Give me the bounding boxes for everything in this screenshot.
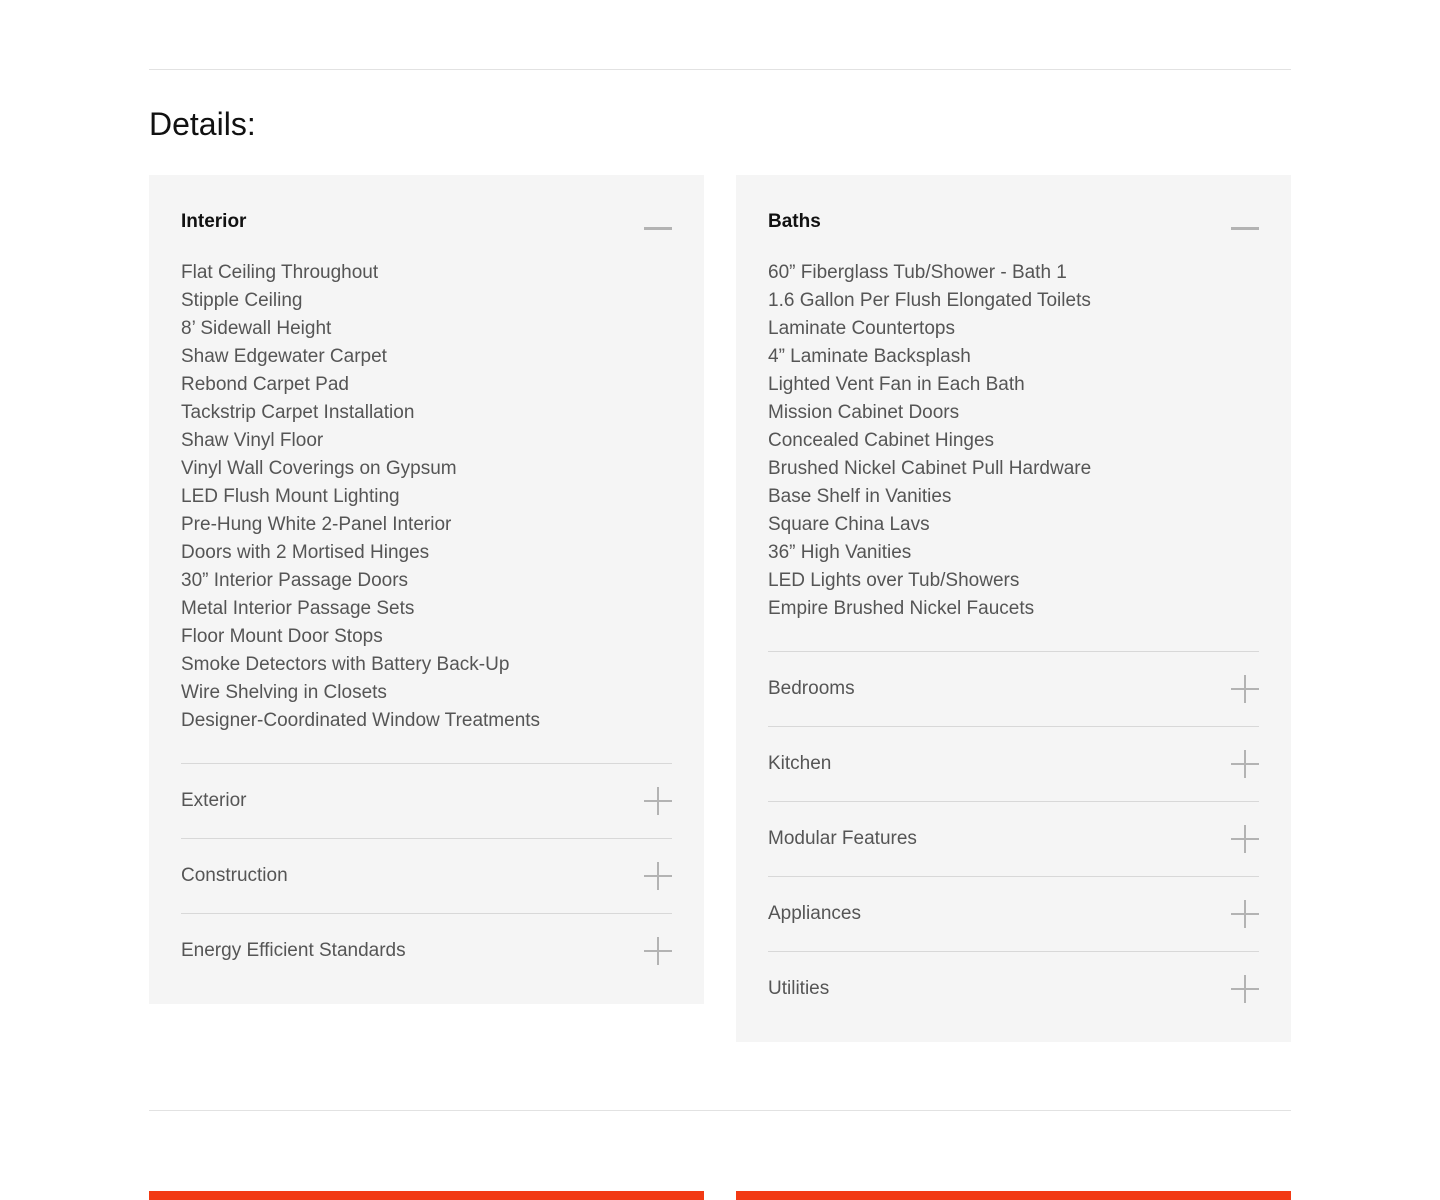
accordion-title: Baths: [768, 211, 821, 232]
accordion-title: Exterior: [181, 790, 247, 811]
plus-icon[interactable]: [1231, 675, 1259, 703]
accordion-baths-header[interactable]: [768, 207, 1259, 237]
minus-icon[interactable]: [1231, 208, 1259, 236]
list-item: LED Lights over Tub/Showers: [768, 570, 1020, 591]
list-item: Floor Mount Door Stops: [181, 626, 383, 647]
accordion-title: Modular Features: [768, 828, 917, 849]
list-item: Vinyl Wall Coverings on Gypsum: [181, 458, 457, 479]
list-item: Concealed Cabinet Hinges: [768, 430, 995, 451]
minus-icon[interactable]: [644, 208, 672, 236]
list-item: Square China Lavs: [768, 514, 930, 535]
plus-icon[interactable]: [644, 787, 672, 815]
accordion-title: Interior: [181, 211, 247, 232]
list-item: Base Shelf in Vanities: [768, 486, 952, 507]
accordion-title: Bedrooms: [768, 678, 855, 699]
list-item: 60” Fiberglass Tub/Shower - Bath 1: [768, 262, 1067, 283]
plus-icon[interactable]: [1231, 900, 1259, 928]
list-item: 1.6 Gallon Per Flush Elongated Toilets: [768, 290, 1091, 311]
list-item: Metal Interior Passage Sets: [181, 598, 415, 619]
bottom-divider: [149, 1110, 1291, 1111]
list-item: Pre-Hung White 2-Panel Interior: [181, 514, 452, 535]
cta-banner-right[interactable]: [736, 1191, 1291, 1200]
details-column-right: [736, 175, 1291, 1042]
accordion-kitchen[interactable]: [768, 726, 1259, 801]
interior-feature-list: [181, 237, 672, 763]
accordion-title: Appliances: [768, 903, 861, 924]
list-item: Mission Cabinet Doors: [768, 402, 960, 423]
accordion-utilities[interactable]: [768, 951, 1259, 1026]
list-item: 30” Interior Passage Doors: [181, 570, 409, 591]
list-item: Shaw Edgewater Carpet: [181, 346, 387, 367]
list-item: Wire Shelving in Closets: [181, 682, 387, 703]
accordion-title: Construction: [181, 865, 288, 886]
accordion-modular-features[interactable]: [768, 801, 1259, 876]
list-item: 8’ Sidewall Height: [181, 318, 332, 339]
plus-icon[interactable]: [1231, 750, 1259, 778]
list-item: LED Flush Mount Lighting: [181, 486, 400, 507]
accordion-title: Kitchen: [768, 753, 832, 774]
accordion-construction[interactable]: [181, 838, 672, 913]
cta-banner-left[interactable]: [149, 1191, 704, 1200]
list-item: Rebond Carpet Pad: [181, 374, 349, 395]
list-item: Doors with 2 Mortised Hinges: [181, 542, 430, 563]
plus-icon[interactable]: [644, 937, 672, 965]
top-divider: [149, 69, 1291, 70]
plus-icon[interactable]: [644, 862, 672, 890]
list-item: Shaw Vinyl Floor: [181, 430, 324, 451]
list-item: Flat Ceiling Throughout: [181, 262, 379, 283]
plus-icon[interactable]: [1231, 825, 1259, 853]
list-item: Smoke Detectors with Battery Back-Up: [181, 654, 510, 675]
list-item: Stipple Ceiling: [181, 290, 303, 311]
accordion-energy-efficient-standards[interactable]: [181, 913, 672, 988]
list-item: Lighted Vent Fan in Each Bath: [768, 374, 1025, 395]
accordion-title: Utilities: [768, 978, 830, 999]
accordion-title: Energy Efficient Standards: [181, 940, 406, 961]
accordion-interior-header[interactable]: [181, 207, 672, 237]
details-column-left: [149, 175, 704, 1004]
list-item: 36” High Vanities: [768, 542, 912, 563]
list-item: Brushed Nickel Cabinet Pull Hardware: [768, 458, 1092, 479]
plus-icon[interactable]: [1231, 975, 1259, 1003]
details-heading: Details:: [149, 106, 256, 142]
list-item: Laminate Countertops: [768, 318, 955, 339]
list-item: Tackstrip Carpet Installation: [181, 402, 415, 423]
list-item: Designer-Coordinated Window Treatments: [181, 710, 541, 731]
accordion-bedrooms[interactable]: [768, 651, 1259, 726]
list-item: Empire Brushed Nickel Faucets: [768, 598, 1035, 619]
baths-feature-list: [768, 237, 1259, 651]
list-item: 4” Laminate Backsplash: [768, 346, 971, 367]
accordion-exterior[interactable]: [181, 763, 672, 838]
accordion-appliances[interactable]: [768, 876, 1259, 951]
